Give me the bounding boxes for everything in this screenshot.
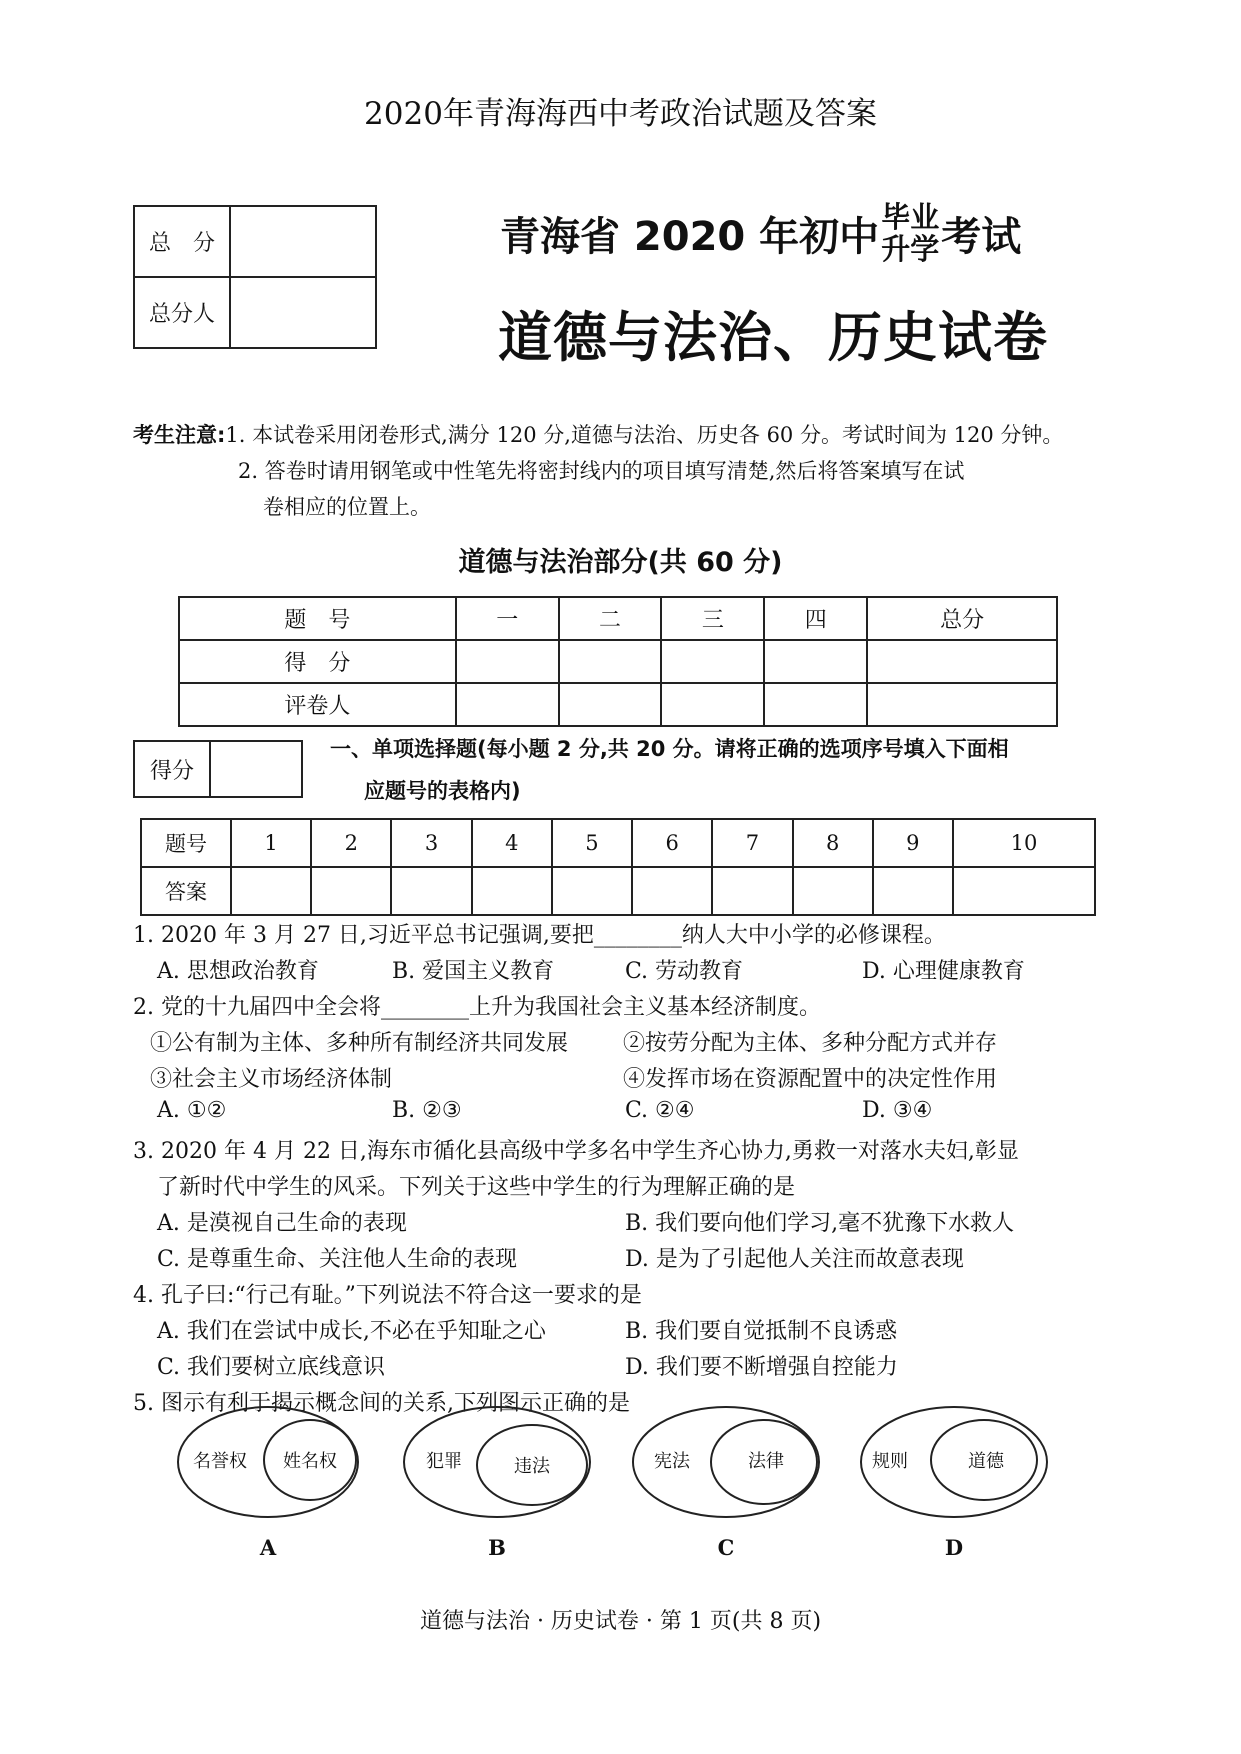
q4-option-c: C. 我们要树立底线意识 [157, 1355, 386, 1380]
question-number-cell: 1 [231, 819, 311, 867]
q4-option-d: D. 我们要不断增强自控能力 [625, 1355, 898, 1380]
q1-option-c: C. 劳动教育 [625, 959, 744, 984]
diagram-b-letter: B [488, 1535, 506, 1560]
notice-item2a: 2. 答卷时请用钢笔或中性笔先将密封线内的项目填写清楚,然后将答案填写在试 [238, 459, 965, 483]
section-title: 道德与法治部分(共 60 分) [458, 547, 783, 578]
exam-header-line2: 道德与法治、历史试卷 [498, 306, 1048, 369]
notice-item2b: 卷相应的位置上。 [263, 495, 431, 519]
q1-stem: 1. 2020 年 3 月 27 日,习近平总书记强调,要把________纳人大中小学的必修课程。 [133, 923, 946, 948]
diagram-c-inner: 法律 [748, 1451, 784, 1472]
question-number-cell: 2 [311, 819, 391, 867]
grade-header-cell: 一 [456, 597, 559, 640]
diagram-b [404, 1407, 590, 1560]
q1-option-d: D. 心理健康教育 [862, 959, 1025, 984]
diagram-c-letter: C [717, 1535, 735, 1560]
diagram-d [861, 1407, 1047, 1560]
grade-header-cell: 四 [764, 597, 867, 640]
answer-row-label: 题号 [141, 819, 231, 867]
diagram-b-outer: 犯罪 [426, 1451, 462, 1472]
q3-option-b: B. 我们要向他们学习,毫不犹豫下水救人 [625, 1211, 1015, 1236]
document-title: 2020年青海海西中考政治试题及答案 [364, 96, 877, 132]
q2-option-b: B. ②③ [392, 1098, 462, 1123]
q4-option-a: A. 我们在尝试中成长,不必在乎知耻之心 [157, 1319, 546, 1344]
diagram-c [633, 1407, 819, 1560]
section-score-label: 得分 [134, 741, 210, 797]
question-number-cell: 7 [712, 819, 792, 867]
q1-option-a: A. 思想政治教育 [157, 959, 319, 984]
question-number-cell: 8 [793, 819, 873, 867]
q3-option-c: C. 是尊重生命、关注他人生命的表现 [157, 1247, 518, 1272]
page-footer: 道德与法治 · 历史试卷 · 第 1 页(共 8 页) [419, 1609, 822, 1634]
q2-statement-2: ②按劳分配为主体、多种分配方式并存 [623, 1031, 998, 1056]
q2-statement-4: ④发挥市场在资源配置中的决定性作用 [623, 1067, 998, 1092]
diagram-a-inner: 姓名权 [283, 1451, 337, 1472]
question-number-cell: 4 [472, 819, 552, 867]
q2-stem: 2. 党的十九届四中全会将________上升为我国社会主义基本经济制度。 [133, 995, 821, 1020]
diagram-b-inner: 违法 [514, 1456, 550, 1477]
q2-option-c: C. ②④ [625, 1098, 695, 1123]
grade-header-cell: 题 号 [179, 597, 456, 640]
diagram-c-outer: 宪法 [654, 1451, 690, 1472]
question-number-cell: 6 [632, 819, 712, 867]
q5-stem: 5. 图示有利于揭示概念间的关系,下列图示正确的是 [133, 1391, 630, 1416]
section1-line2: 应题号的表格内) [364, 779, 521, 803]
diagram-a [178, 1407, 358, 1560]
q4-option-b: B. 我们要自觉抵制不良诱惑 [625, 1319, 898, 1344]
question-number-cell: 3 [391, 819, 471, 867]
header-stack-top: 毕业 [881, 200, 940, 234]
grade-header-cell: 三 [661, 597, 764, 640]
diagram-d-letter: D [944, 1535, 964, 1560]
header-stack-bottom: 升学 [881, 232, 940, 266]
q3-option-d: D. 是为了引起他人关注而故意表现 [625, 1247, 964, 1272]
question-number-cell: 10 [953, 819, 1095, 867]
diagram-d-inner: 道德 [968, 1451, 1004, 1472]
q2-statement-1: ①公有制为主体、多种所有制经济共同发展 [150, 1031, 569, 1056]
diagram-a-letter: A [259, 1535, 277, 1560]
notice-label: 考生注意: [133, 423, 226, 447]
notice-item1: 1. 本试卷采用闭卷形式,满分 120 分,道德与法治、历史各 60 分。考试时间为 120 分钟。 [225, 423, 1064, 447]
q1-option-b: B. 爱国主义教育 [392, 959, 555, 984]
q4-stem: 4. 孔子曰:“行己有耻。”下列说法不符合这一要求的是 [133, 1283, 642, 1308]
header-pre: 青海省 2020 年初中 [500, 214, 880, 260]
section1-line1: 一、单项选择题(每小题 2 分,共 20 分。请将正确的选项序号填入下面相 [330, 737, 1009, 761]
q2-option-d: D. ③④ [862, 1098, 933, 1123]
question-number-cell: 9 [873, 819, 953, 867]
q3-stem-line1: 3. 2020 年 4 月 22 日,海东市循化县高级中学多名中学生齐心协力,勇救一对落水夫妇,彰显 [133, 1139, 1019, 1164]
grade-row-label: 评卷人 [179, 683, 456, 726]
q3-option-a: A. 是漠视自己生命的表现 [157, 1211, 407, 1236]
grade-row-label: 得 分 [179, 640, 456, 683]
grade-header-cell: 总分 [867, 597, 1057, 640]
question-number-cell: 5 [552, 819, 632, 867]
answer-row-label: 答案 [141, 867, 231, 915]
q2-statement-3: ③社会主义市场经济体制 [150, 1067, 393, 1092]
diagram-a-outer: 名誉权 [193, 1451, 247, 1472]
diagram-d-outer: 规则 [872, 1451, 908, 1472]
total-score-label: 总 分 [134, 206, 230, 277]
q3-stem-line2: 了新时代中学生的风采。下列关于这些中学生的行为理解正确的是 [157, 1175, 796, 1200]
scorer-label: 总分人 [134, 277, 230, 348]
grade-header-cell: 二 [559, 597, 662, 640]
header-post: 考试 [941, 214, 1022, 260]
q2-option-a: A. ①② [157, 1098, 227, 1123]
